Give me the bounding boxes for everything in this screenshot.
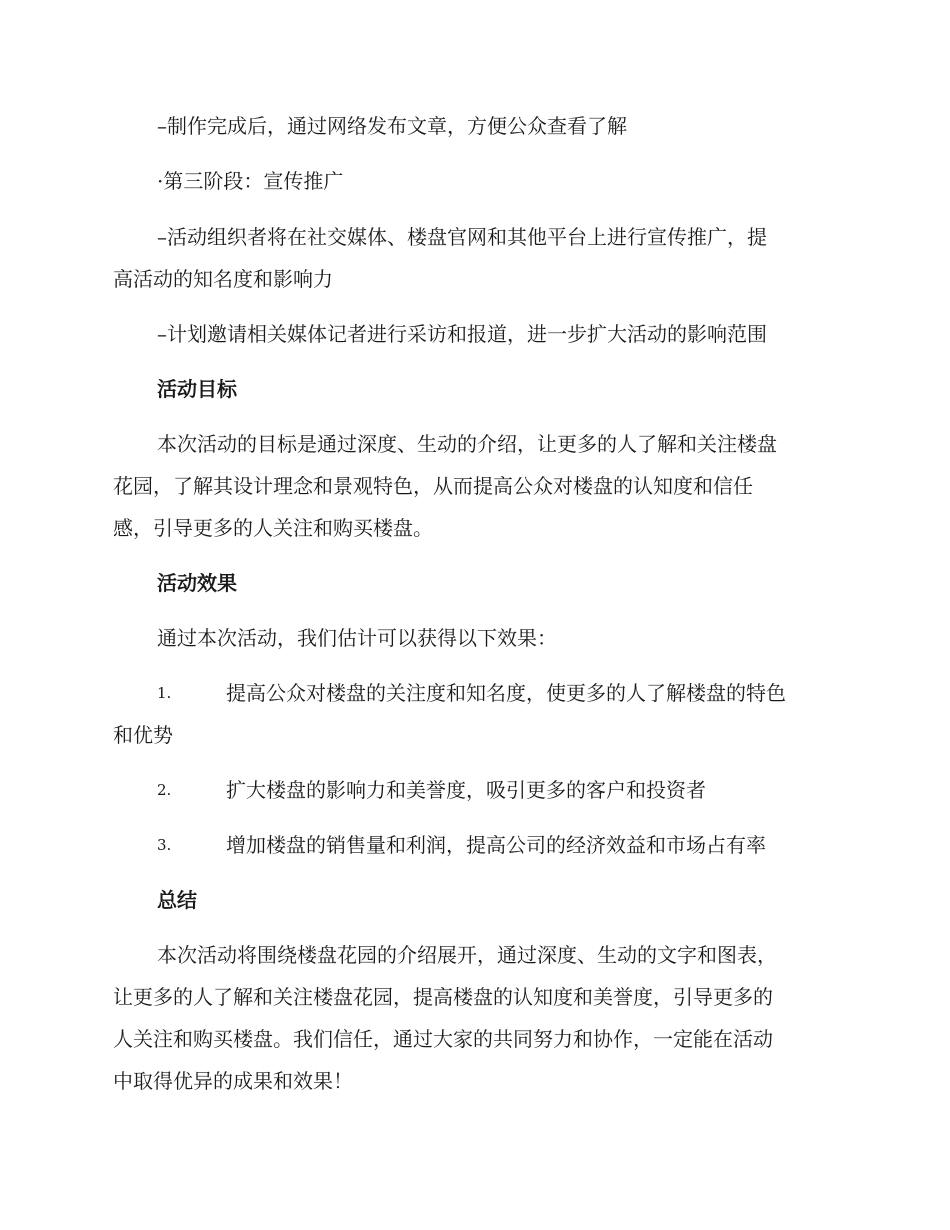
effect-intro: 通过本次活动，我们估计可以获得以下效果： <box>157 626 557 650</box>
stage-three-label: ·第三阶段：宣传推广 <box>157 169 344 193</box>
list-item-2-line1: 扩大楼盘的影响力和美誉度，吸引更多的客户和投资者 <box>226 778 706 802</box>
list-number-3: 3. <box>157 836 172 854</box>
paragraph-publish: –制作完成后，通过网络发布文章，方便公众查看了解 <box>157 114 627 138</box>
heading-effect: 活动效果 <box>157 571 237 595</box>
list-item-1-line2: 和优势 <box>113 723 173 747</box>
summary-line2: 让更多的人了解和关注楼盘花园，提高楼盘的认知度和美誉度，引导更多的 <box>113 985 773 1009</box>
paragraph-media: –计划邀请相关媒体记者进行采访和报道，进一步扩大活动的影响范围 <box>157 322 767 346</box>
summary-line4: 中取得优异的成果和效果！ <box>113 1069 353 1093</box>
list-item-1-line1: 提高公众对楼盘的关注度和知名度，使更多的人了解楼盘的特色 <box>226 681 786 705</box>
heading-summary: 总结 <box>157 888 197 912</box>
list-number-2: 2. <box>157 781 172 799</box>
paragraph-promotion-line1: –活动组织者将在社交媒体、楼盘官网和其他平台上进行宣传推广，提 <box>157 225 767 249</box>
heading-goal: 活动目标 <box>157 377 237 401</box>
summary-line1: 本次活动将围绕楼盘花园的介绍展开，通过深度、生动的文字和图表， <box>157 943 777 967</box>
paragraph-promotion-line2: 高活动的知名度和影响力 <box>113 267 333 291</box>
goal-line1: 本次活动的目标是通过深度、生动的介绍，让更多的人了解和关注楼盘 <box>157 432 777 456</box>
list-item-3-line1: 增加楼盘的销售量和利润，提高公司的经济效益和市场占有率 <box>226 833 766 857</box>
list-number-1: 1. <box>157 684 172 702</box>
goal-line2: 花园，了解其设计理念和景观特色，从而提高公众对楼盘的认知度和信任 <box>113 474 753 498</box>
goal-line3: 感，引导更多的人关注和购买楼盘。 <box>113 516 433 540</box>
summary-line3: 人关注和购买楼盘。我们信任，通过大家的共同努力和协作，一定能在活动 <box>113 1027 773 1051</box>
